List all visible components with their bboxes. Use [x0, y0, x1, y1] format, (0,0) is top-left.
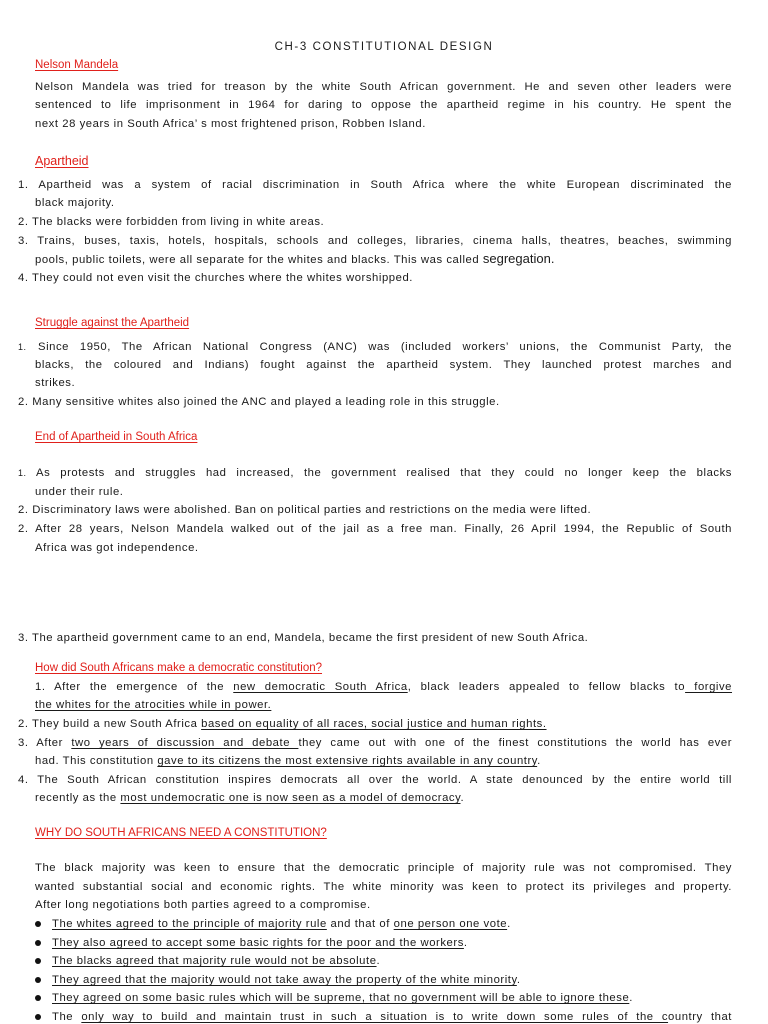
bullet-icon	[35, 921, 41, 927]
list-item: 3. Trains, buses, taxis, hotels, hospitals, schools and colleges, libraries, cinema halls, theatres, beaches, swimming	[18, 235, 732, 247]
paragraph-line: Nelson Mandela was tried for treason by the white South African government. He and seven other leaders were	[35, 81, 732, 93]
bullet-item: They agreed that the majority would not take away the property of the white minority.	[52, 974, 521, 986]
list-item: blacks, the coloured and Indians) fought against the apartheid system. They launched protest marches and	[35, 359, 732, 371]
list-number: 1.	[18, 342, 27, 352]
heading-democratic-constitution: How did South Africans make a democratic constitution?	[35, 662, 323, 674]
bullet-icon	[35, 977, 41, 983]
heading-end-of-apartheid: End of Apartheid in South Africa	[35, 431, 198, 443]
list-item: strikes.	[35, 377, 76, 389]
bullet-icon	[35, 940, 41, 946]
list-item: 1. Apartheid was a system of racial discrimination in South Africa where the white European discriminated the	[18, 179, 732, 191]
list-item: pools, public toilets, were all separate for the whites and blacks. This was called segregation.	[35, 251, 555, 266]
page-title: CH-3 CONSTITUTIONAL DESIGN	[274, 41, 494, 53]
paragraph-line: next 28 years in South Africa’ s most frightened prison, Robben Island.	[35, 118, 426, 130]
bullet-item: The only way to build and maintain trust in such a situation is to write down some rules of the country that	[52, 1011, 732, 1023]
bullet-item: The blacks agreed that majority rule would not be absolute.	[52, 955, 381, 967]
paragraph-line: The black majority was keen to ensure that the democratic principle of majority rule was not compromised. They	[35, 862, 732, 874]
paragraph-line: After long negotiations both parties agreed to a compromise.	[35, 899, 371, 911]
heading-apartheid: Apartheid	[35, 154, 89, 168]
list-item: 2. Discriminatory laws were abolished. Ban on political parties and restrictions on the media were lifted.	[18, 504, 592, 516]
list-item: 4. They could not even visit the churches where the whites worshipped.	[18, 272, 413, 284]
list-item: recently as the most undemocratic one is now seen as a model of democracy.	[35, 792, 465, 804]
bullet-item: They also agreed to accept some basic rights for the poor and the workers.	[52, 937, 468, 949]
list-item: 3. The apartheid government came to an end, Mandela, became the first president of new South Africa.	[18, 632, 589, 644]
list-item: black majority.	[35, 197, 115, 209]
paragraph-line: sentenced to life imprisonment in 1964 for daring to oppose the apartheid regime in his country. He spent the	[35, 99, 732, 111]
paragraph-line: wanted substantial social and economic rights. The white minority was keen to protect its privileges and property.	[35, 881, 732, 893]
heading-struggle: Struggle against the Apartheid	[35, 317, 190, 329]
bullet-icon	[35, 995, 41, 1001]
list-item: 2. The blacks were forbidden from living in white areas.	[18, 216, 325, 228]
list-item: had. This constitution gave to its citizens the most extensive rights available in any country.	[35, 755, 541, 767]
bullet-item: The whites agreed to the principle of majority rule and that of one person one vote.	[52, 918, 511, 930]
heading-why-constitution: WHY DO SOUTH AFRICANS NEED A CONSTITUTION?	[35, 827, 327, 839]
bullet-icon	[35, 1014, 41, 1020]
list-item: 2. They build a new South Africa based on equality of all races, social justice and human rights.	[18, 718, 547, 730]
bullet-item: They agreed on some basic rules which will be supreme, that no government will be able to ignore these.	[52, 992, 633, 1004]
list-item: under their rule.	[35, 486, 124, 498]
list-item: Africa was got independence.	[35, 542, 199, 554]
list-number: 1.	[18, 468, 27, 478]
heading-nelson-mandela: Nelson Mandela	[35, 59, 119, 71]
list-item: 2. Many sensitive whites also joined the ANC and played a leading role in this struggle.	[18, 396, 500, 408]
list-item: Since 1950, The African National Congress (ANC) was (included workers’ unions, the Communist Party, the	[38, 341, 732, 353]
list-item: 1. After the emergence of the new democratic South Africa, black leaders appealed to fellow blacks to forgive	[35, 681, 733, 693]
list-item: the whites for the atrocities while in power.	[35, 699, 272, 711]
list-item: 4. The South African constitution inspires democrats all over the world. A state denounced by the entire world till	[18, 774, 732, 786]
term-segregation: segregation.	[482, 251, 555, 266]
list-item: 3. After two years of discussion and debate they came out with one of the finest constitutions the world has ever	[18, 737, 733, 749]
list-item: 2. After 28 years, Nelson Mandela walked out of the jail as a free man. Finally, 26 April 1994, the Republic of South	[18, 523, 732, 535]
list-item: As protests and struggles had increased, the government realised that they could no longer keep the blacks	[36, 467, 732, 479]
bullet-icon	[35, 958, 41, 964]
